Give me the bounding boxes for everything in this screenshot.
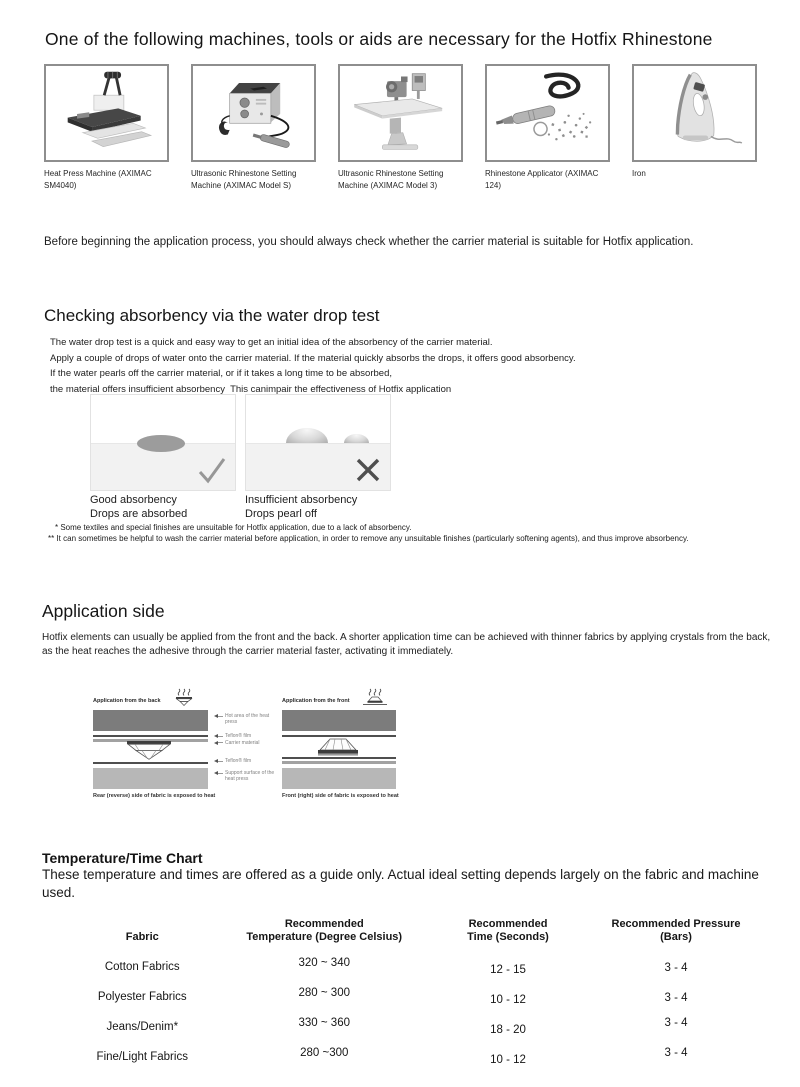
machine-caption: Heat Press Machine (AXIMAC SM4040) bbox=[44, 169, 152, 190]
intro-paragraph: Before beginning the application process, you should always check whether the carrier material is suitable for Hotfix application. bbox=[44, 236, 694, 248]
absorbency-line-4: the material offers insufficient absorbency This canimpair the effectiveness of Hotfix application bbox=[50, 383, 452, 395]
diagram-label-support bbox=[214, 770, 276, 782]
figure-label-good bbox=[90, 493, 187, 521]
heat-crystal-back-icon bbox=[171, 688, 197, 707]
layer-air-gap bbox=[93, 742, 208, 762]
th-line: Temperature (Degree Celsius) bbox=[246, 931, 403, 943]
cell-temp-0: 320 ~ 340 bbox=[298, 957, 350, 969]
cell-temp-2: 330 ~ 360 bbox=[298, 1017, 350, 1029]
machine-image-frame bbox=[338, 64, 463, 162]
cell-time-0: 12 - 15 bbox=[490, 964, 526, 976]
diagram-label-carrier bbox=[214, 740, 276, 746]
footnote-2: ** It can sometimes be helpful to wash the carrier material before application, in order to remove any unsuitable finishes (particularly softening agents), and thus improve absorbency. bbox=[48, 533, 689, 543]
figure-label-line: Drops pearl off bbox=[245, 508, 317, 520]
temperature-table bbox=[60, 908, 760, 1072]
heat-press-machine-icon bbox=[50, 69, 164, 157]
crystal-back-icon bbox=[126, 741, 172, 760]
ultrasonic-setting-machine-s-icon bbox=[197, 69, 311, 157]
machines-row bbox=[44, 64, 758, 191]
th-line: Recommended bbox=[284, 918, 364, 930]
machine-card-ultrasonic-3 bbox=[338, 64, 463, 191]
check-icon bbox=[197, 456, 227, 484]
crystal-front-icon bbox=[315, 738, 361, 758]
rhinestone-applicator-icon bbox=[491, 69, 605, 157]
figure-label-line: Good absorbency bbox=[90, 494, 177, 506]
diagram-label-hot-area bbox=[214, 713, 276, 725]
machine-image-frame bbox=[44, 64, 169, 162]
th-temperature bbox=[225, 908, 425, 944]
machine-caption: Ultrasonic Rhinestone Setting Machine (AXIMAC Model 3) bbox=[338, 169, 444, 190]
th-line: (Bars) bbox=[660, 931, 692, 943]
absorbency-line-3: If the water pearls off the carrier material, or if it takes a long time to be absorbed, bbox=[50, 368, 392, 379]
pearled-drop-large bbox=[286, 428, 328, 443]
th-fabric bbox=[60, 908, 225, 944]
cross-icon bbox=[354, 456, 382, 484]
machine-card-heat-press bbox=[44, 64, 169, 191]
footnote-1: * Some textiles and special finishes are unsuitable for Hotfix application, due to a lack of absorbency. bbox=[55, 523, 412, 532]
cell-pressure-0: 3 - 4 bbox=[664, 962, 688, 974]
layer-hot-area bbox=[93, 710, 208, 731]
ultrasonic-setting-machine-3-icon bbox=[344, 69, 458, 157]
diagram-label-text: Support surface of the heat press bbox=[225, 770, 275, 782]
page-title: One of the following machines, tools or aids are necessary for the Hotfix Rhinestone bbox=[45, 29, 713, 49]
diagram-back-caption: Rear (reverse) side of fabric is exposed to heat bbox=[93, 793, 216, 799]
diagram-label-text: Hot area of the heat press bbox=[225, 713, 270, 725]
layer-hot-area bbox=[282, 710, 396, 731]
diagram-front-title: Application from the front bbox=[282, 698, 350, 704]
machine-caption: Ultrasonic Rhinestone Setting Machine (AXIMAC Model S) bbox=[191, 169, 297, 190]
cell-fabric-3: Fine/Light Fabrics bbox=[96, 1051, 188, 1063]
diagram-label-teflon-bottom bbox=[214, 758, 276, 764]
cell-time-2: 18 - 20 bbox=[490, 1024, 526, 1036]
th-time bbox=[424, 908, 592, 944]
machine-caption: Iron bbox=[632, 169, 646, 178]
layer-air-gap bbox=[282, 737, 396, 757]
diagram-front-caption: Front (right) side of fabric is exposed to heat bbox=[282, 793, 399, 799]
figure-label-line: Insufficient absorbency bbox=[245, 494, 358, 506]
layer-support-surface bbox=[93, 768, 208, 789]
section-heading-application-side: Application side bbox=[42, 601, 165, 621]
cell-fabric-1: Polyester Fabrics bbox=[97, 991, 187, 1003]
cell-temp-3: 280 ~300 bbox=[300, 1047, 349, 1059]
section-heading-temperature-chart: Temperature/Time Chart bbox=[42, 850, 203, 866]
figure-label-line: Drops are absorbed bbox=[90, 508, 188, 520]
application-diagrams bbox=[85, 688, 465, 820]
water-test-figure-good bbox=[90, 394, 236, 491]
diagram-label-teflon-top bbox=[214, 733, 276, 739]
th-line: Time (Seconds) bbox=[467, 931, 549, 943]
th-line: Fabric bbox=[125, 931, 159, 943]
th-line: Recommended Pressure bbox=[611, 918, 741, 930]
machine-card-ultrasonic-s bbox=[191, 64, 316, 191]
diagram-back-layers bbox=[93, 710, 208, 789]
water-test-figure-insufficient bbox=[245, 394, 391, 491]
diagram-label-text: Teflon® film bbox=[225, 758, 252, 764]
diagram-label-text: Carrier material bbox=[225, 739, 260, 746]
diagram-back-title: Application from the back bbox=[93, 698, 161, 704]
cell-pressure-1: 3 - 4 bbox=[664, 992, 688, 1004]
machine-image-frame bbox=[632, 64, 757, 162]
pearled-drop-small bbox=[344, 434, 369, 443]
cell-temp-1: 280 ~ 300 bbox=[298, 987, 350, 999]
chart-note: These temperature and times are offered as a guide only. Actual ideal setting depends largely on the fabric and machine used. bbox=[42, 867, 759, 900]
absorbency-paragraph bbox=[50, 335, 690, 397]
cell-time-1: 10 - 12 bbox=[490, 994, 526, 1006]
machine-card-applicator bbox=[485, 64, 610, 191]
section-heading-absorbency: Checking absorbency via the water drop test bbox=[44, 306, 380, 325]
diagram-front-layers bbox=[282, 710, 396, 789]
absorbency-line-2: Apply a couple of drops of water onto the carrier material. If the material quickly absorbs the drops, it offers good absorbency. bbox=[50, 352, 576, 364]
layer-support-surface bbox=[282, 768, 396, 789]
machine-image-frame bbox=[485, 64, 610, 162]
absorbency-line-1: The water drop test is a quick and easy way to get an initial idea of the absorbency of the carrier material. bbox=[50, 337, 493, 348]
machine-card-iron bbox=[632, 64, 757, 191]
th-line: Recommended bbox=[468, 918, 548, 930]
machine-image-frame bbox=[191, 64, 316, 162]
cell-fabric-2: Jeans/Denim* bbox=[106, 1021, 179, 1033]
cell-pressure-2: 3 - 4 bbox=[664, 1017, 688, 1029]
machine-caption: Rhinestone Applicator (AXIMAC 124) bbox=[485, 169, 599, 190]
diagram-label-text: Teflon® film bbox=[225, 733, 252, 739]
application-paragraph: Hotfix elements can usually be applied from the front and the back. A shorter application time can be achieved with thinner fabrics by applying crystals from the back, as the heat reaches the adhesive through the carrier material faster, activating it immediately. bbox=[42, 632, 771, 657]
footnotes bbox=[48, 523, 794, 544]
iron-icon bbox=[638, 69, 752, 157]
cell-time-3: 10 - 12 bbox=[490, 1054, 526, 1066]
cell-pressure-3: 3 - 4 bbox=[664, 1047, 688, 1059]
heat-crystal-front-icon bbox=[362, 688, 388, 707]
absorbed-drop bbox=[137, 435, 185, 452]
cell-fabric-0: Cotton Fabrics bbox=[104, 961, 180, 973]
figure-label-insufficient bbox=[245, 493, 357, 521]
th-pressure bbox=[592, 908, 760, 944]
